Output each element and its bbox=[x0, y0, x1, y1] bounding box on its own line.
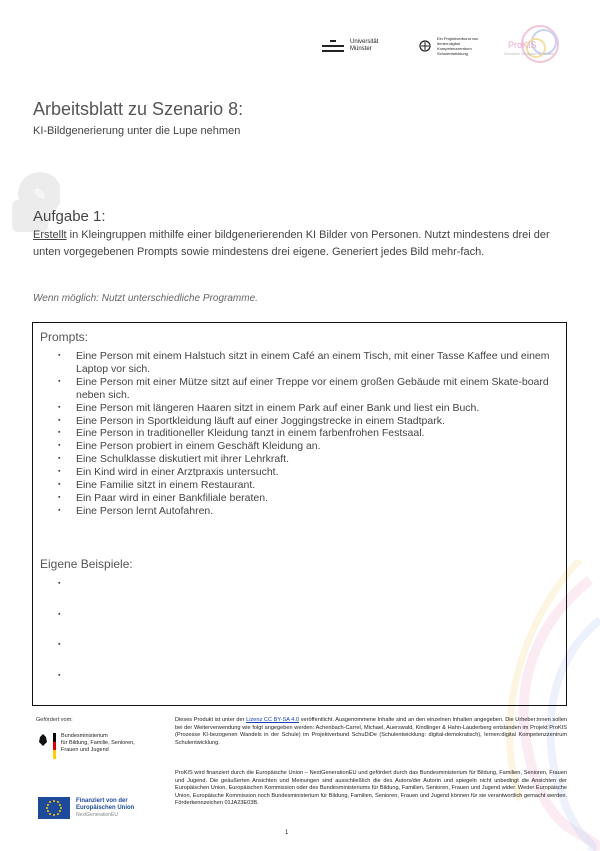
kompetenz-line3: Kompetenzzentrum bbox=[437, 46, 472, 51]
worksheet-title: Arbeitsblatt zu Szenario 8: bbox=[33, 99, 244, 119]
prompt-item: ▪ Eine Familie sitzt in einem Restaurant. bbox=[58, 479, 558, 492]
eu-funding-logo bbox=[38, 797, 134, 819]
bullet-icon: ▪ bbox=[58, 641, 61, 648]
ministry-line3: Frauen und Jugend bbox=[61, 747, 109, 753]
prokis-logo bbox=[500, 22, 570, 70]
task-instructions bbox=[33, 227, 563, 260]
prompt-item: ▪ Ein Kind wird in einer Arztpraxis untersucht. bbox=[58, 466, 558, 479]
license-notice bbox=[175, 717, 567, 747]
eu-nextgen: NextGenerationEU bbox=[76, 811, 118, 818]
worksheet-subtitle: KI-Bildgenerierung unter die Lupe nehmen bbox=[33, 125, 241, 137]
ministry-line1: Bundesministerium bbox=[61, 733, 108, 739]
prompt-item: ▪ Eine Person mit einer Mütze sitzt auf einer Treppe vor einem großen Gebäude mit einem Skate-board neben sich. bbox=[58, 376, 558, 402]
license-link[interactable]: Lizenz CC BY-SA 4.0 bbox=[246, 717, 300, 723]
university-name-line1: Universität bbox=[350, 39, 379, 45]
prompt-item: ▪ Eine Person mit längeren Haaren sitzt in einem Park auf einer Bank und liest ein Buch. bbox=[58, 402, 558, 415]
kompetenz-line2: lernen:digital bbox=[437, 41, 460, 46]
kompetenzzentrum-logo bbox=[418, 36, 478, 56]
federal-eagle-icon bbox=[38, 733, 48, 747]
kompetenz-emblem-icon bbox=[418, 39, 432, 53]
kompetenz-line1: Ein Projektverbund von bbox=[437, 36, 479, 41]
funded-by-label: Gefördert vom: bbox=[36, 717, 73, 723]
page-number: 1 bbox=[285, 830, 289, 836]
prompt-item: ▪ Eine Person lernt Autofahren. bbox=[58, 505, 558, 518]
university-emblem-icon bbox=[322, 38, 344, 54]
prompts-list bbox=[58, 350, 558, 518]
task-hint: Wenn möglich: Nutzt unterschiedliche Programme. bbox=[33, 293, 258, 304]
university-name-line2: Münster bbox=[350, 46, 372, 52]
prompt-item: ▪ Eine Person mit einem Halstuch sitzt in einem Café an einem Tisch, mit einer Tasse Kaffee und einem Laptop vor sich. bbox=[58, 350, 558, 376]
bullet-icon: ▪ bbox=[58, 671, 61, 679]
bullet-icon: ▪ bbox=[58, 610, 61, 618]
own-examples-heading: Eigene Beispiele: bbox=[40, 557, 133, 571]
prokis-wordmark: ProKIS bbox=[508, 40, 537, 50]
university-logo bbox=[322, 38, 378, 54]
kompetenz-line4: Schulentwicklung bbox=[437, 51, 468, 56]
prokis-tagline: Künstliche Intelligenz in Schulen bbox=[504, 52, 555, 56]
eu-flag-icon bbox=[38, 797, 70, 819]
task-heading: Aufgabe 1: bbox=[33, 208, 106, 225]
task-verb: Erstellt bbox=[33, 229, 67, 241]
german-flag-icon bbox=[53, 733, 56, 759]
prompt-item: ▪ Eine Person in Sportkleidung läuft auf einer Joggingstrecke in einem Stadtpark. bbox=[58, 415, 558, 428]
ministry-line2: für Bildung, Familie, Senioren, bbox=[61, 740, 135, 746]
svg-text:✎: ✎ bbox=[33, 185, 47, 204]
eu-line1: Finanziert von der bbox=[76, 797, 128, 804]
license-pre: Dieses Produkt ist unter der bbox=[175, 717, 247, 723]
task-text: in Kleingruppen mithilfe einer bildgenerierenden KI Bilder von Personen. Nutzt mindestens drei der unten vorgegebenen Prompts sowie mindestens drei eigene. Generiert jedes Bild mehr-fach. bbox=[33, 229, 550, 258]
prompt-item: ▪ Eine Person in traditioneller Kleidung tanzt in einem farbenfrohen Festsaal. bbox=[58, 427, 558, 440]
prompt-item: ▪ Ein Paar wird in einer Bankfiliale beraten. bbox=[58, 492, 558, 505]
funding-disclaimer: ProKIS wird finanziert durch die Europäische Union – NextGenerationEU und gefördert durch das Bundesministerium für Bildung, Familien, Senioren, Frauen und Jugend. Die geäußerten Ansichten und Meinungen sind ausschließlich die des Autors/der Autorin und spiegeln nicht unbedingt die Ansichten der Europäischen Union, Europäischen Kommission oder des Bundesministeriums für Bildung, Familien, Senioren, Frauen und Jugend wider. Weder Europäische Union, Europäische Kommission noch Bundesministerium für Bildung, Familien, Senioren, Frauen und Jugend können für sie verantwortlich gemacht werden. Förderkennzeichen 01JA23E03B. bbox=[175, 770, 567, 807]
eu-line2: Europäischen Union bbox=[76, 804, 135, 811]
prompt-item: ▪ Eine Person probiert in einem Geschäft Kleidung an. bbox=[58, 440, 558, 453]
prompts-heading: Prompts: bbox=[40, 330, 89, 344]
ministry-logo bbox=[38, 733, 135, 759]
prompt-item: ▪ Eine Schulklasse diskutiert mit ihrer Lehrkraft. bbox=[58, 453, 558, 466]
license-post: veröffentlicht. Ausgenommene Inhalte sind an den einzelnen Inhalten angegeben. Die Urheber:innen sollen bei der Weiterverwendung wie folgt angegeben werden: Achenbach-Carrel, Michael, Auerswald, Kindlinger & Hahn-Lauderberg entstanden im Projekt ProKIS (Prozesse KI-bezogenen Wandels in der Schule) im Projektverbund SchuDiDe (Schulentwicklung: digital-demokratisch), lernen:digital Kompetenzzentrum Schulentwicklung. bbox=[175, 717, 568, 746]
bullet-icon: ▪ bbox=[58, 580, 61, 587]
